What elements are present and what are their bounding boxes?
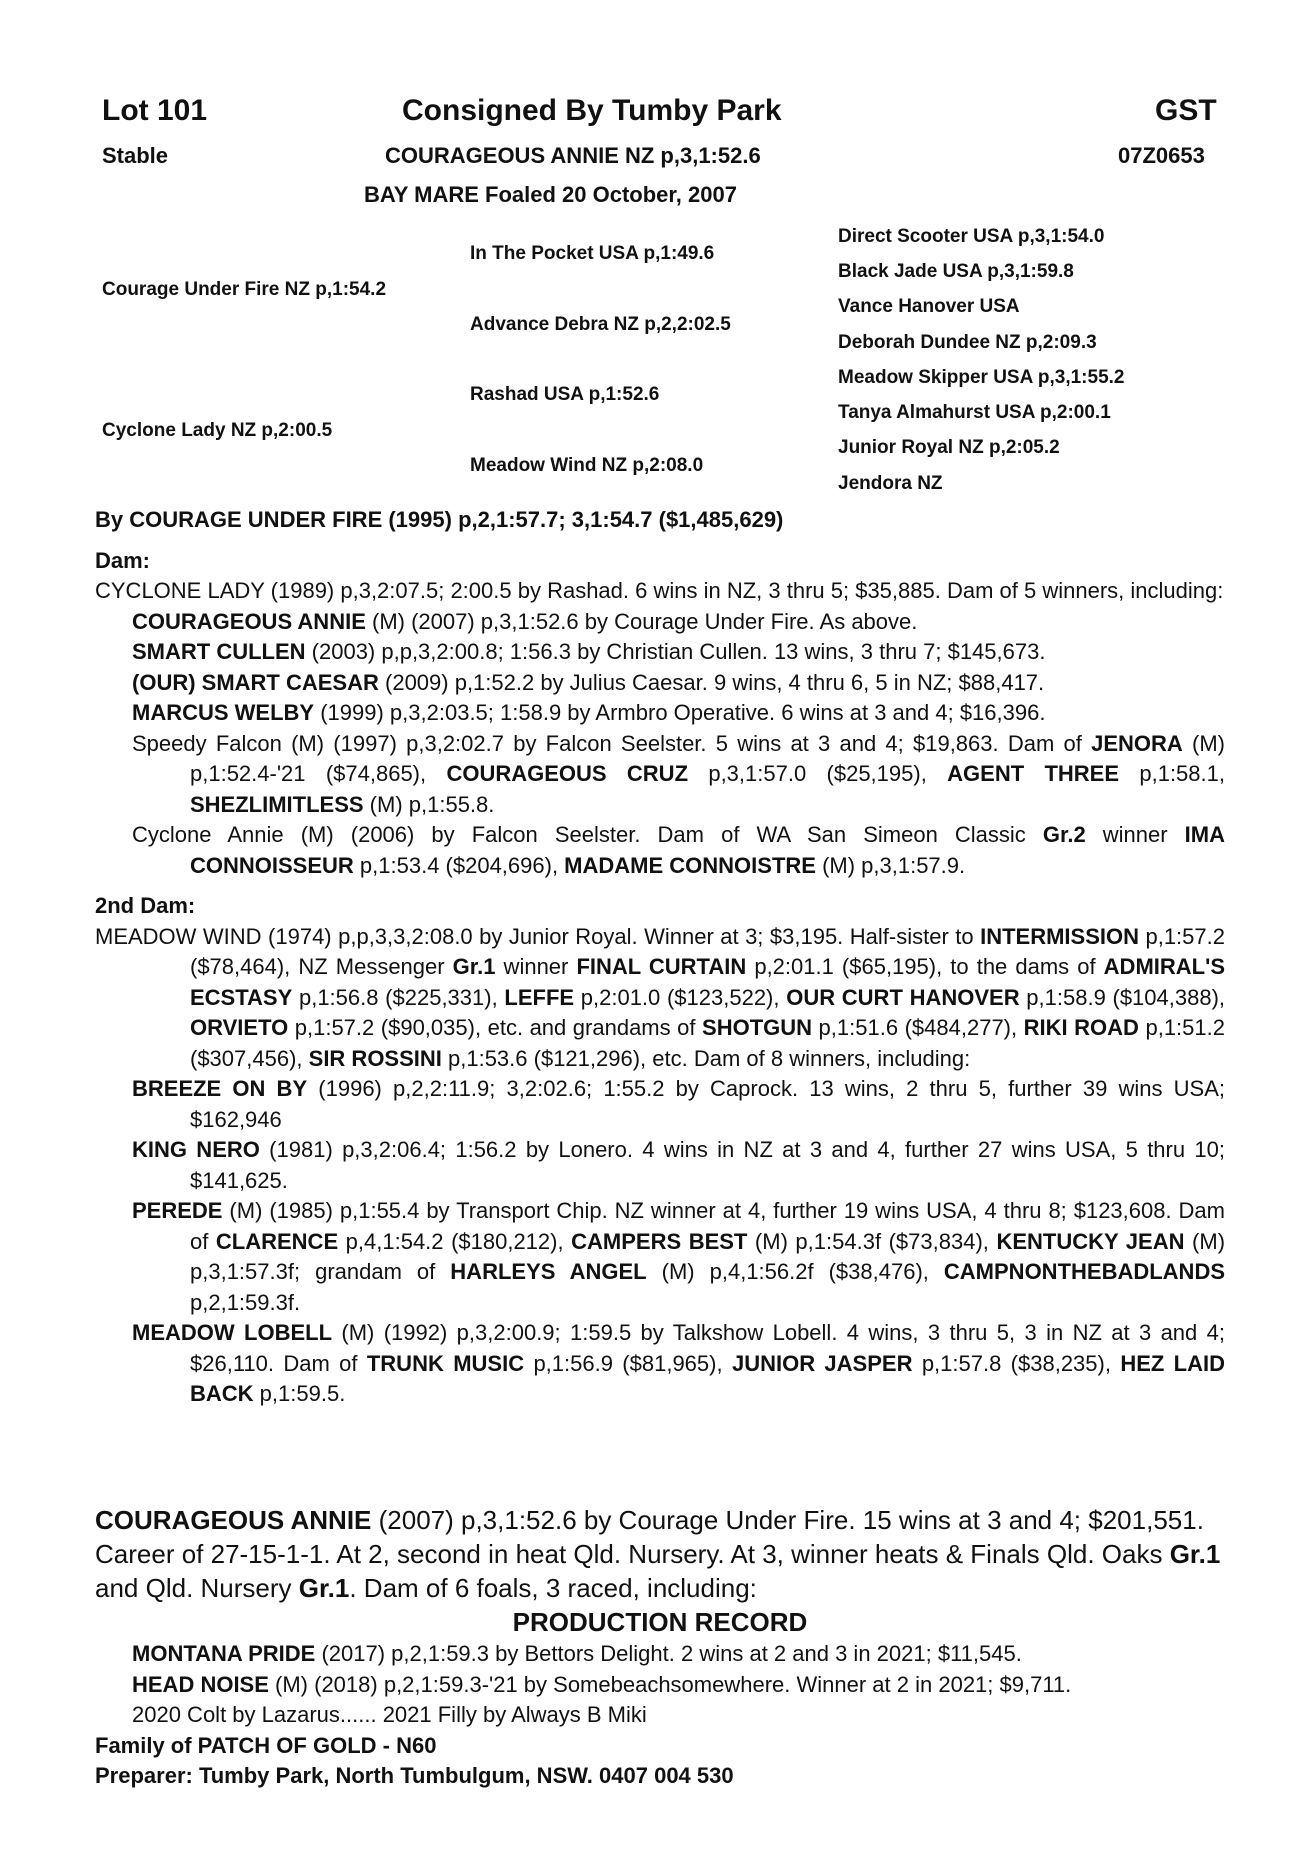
dam-progeny-entry xyxy=(95,698,1225,729)
progeny-details: (2009) p,1:52.2 by Julius Caesar. 9 wins, 4 thru 6, 5 in NZ; $88,417. xyxy=(378,669,1045,695)
horse-name: JUNIOR JASPER xyxy=(731,1350,913,1376)
dam-details: p,1:56.8 ($225,331), xyxy=(292,984,505,1010)
progeny-name: COURAGEOUS CRUZ xyxy=(446,761,689,786)
pedigree-g3: Tanya Almahurst USA p,2:00.1 xyxy=(838,402,1111,423)
progeny-details: Cyclone Annie (M) (2006) by Falcon Seelster. Dam of WA San Simeon Classic xyxy=(132,822,1043,847)
progeny-details: (M) p,1:54.3f ($73,834), xyxy=(747,1228,997,1254)
record-details: (2007) p,3,1:52.6 by Courage Under Fire. 15 wins at 3 and 4; $201,551. Career of 27-15-1-1. At 2, second in heat Qld. Nursery. At 3, winner heats & Finals Qld. Oaks xyxy=(95,1505,1204,1569)
dam-details: p,2:01.1 ($65,195), to the dams of xyxy=(746,954,1104,979)
pedigree-g3: Meadow Skipper USA p,3,1:55.2 xyxy=(838,367,1125,388)
dam-intro: CYCLONE LADY (1989) p,3,2:07.5; 2:00.5 by Rashad. 6 wins in NZ, 3 thru 5; $35,885. Dam of 5 winners, including: xyxy=(95,578,1224,603)
dam-details: MEADOW WIND (1974) p,p,3,3,2:08.0 by Junior Royal. Winner at 3; $3,195. Half-sister to xyxy=(95,923,981,949)
dam-details: p,1:58.9 ($104,388), xyxy=(1019,984,1226,1010)
progeny-details: (M) p,3,1:57.9. xyxy=(815,852,966,878)
progeny-details: (M) p,3,1:57.3f; grandam of xyxy=(190,1228,1226,1284)
progeny-name: BREEZE ON BY xyxy=(132,1076,308,1101)
progeny-details: (1981) p,3,2:06.4; 1:56.2 by Lonero. 4 wins in NZ at 3 and 4, further 27 wins USA, 5 thru 10; $141,625. xyxy=(190,1137,1225,1193)
progeny-details: Speedy Falcon (M) (1997) p,3,2:02.7 by Falcon Seelster. 5 wins at 3 and 4; $19,863. Dam of xyxy=(132,730,1092,756)
progeny-name: HEAD NOISE xyxy=(132,1671,269,1697)
second-dam-progeny-entry xyxy=(95,1135,1225,1196)
progeny-name: SHEZLIMITLESS xyxy=(190,791,364,817)
pedigree-g3: Vance Hanover USA xyxy=(838,296,1020,317)
pedigree-sire-sire: In The Pocket USA p,1:49.6 xyxy=(470,243,715,264)
stable-label: Stable xyxy=(102,143,169,168)
dam-details: winner xyxy=(495,954,577,979)
progeny-name: SMART CULLEN xyxy=(132,639,306,664)
dam-progeny-entry xyxy=(95,729,1225,821)
dam-progeny-entry xyxy=(95,820,1225,881)
horse-name: OUR CURT HANOVER xyxy=(786,984,1020,1010)
horse-name: LEFFE xyxy=(504,984,575,1010)
progeny-details: (M) (2007) p,3,1:52.6 by Courage Under Fire. As above. xyxy=(365,608,918,634)
progeny-details: winner xyxy=(1085,822,1185,847)
progeny-details: (M) (1985) p,1:55.4 by Transport Chip. NZ winner at 4, further 19 wins USA, 4 thru 8; $123,608. Dam of xyxy=(190,1198,1225,1254)
pedigree-dam-sire: Rashad USA p,1:52.6 xyxy=(470,384,660,405)
second-dam-intro xyxy=(95,922,1225,1075)
dam-details: p,1:51.6 ($484,277), xyxy=(812,1015,1024,1040)
pedigree-sire-dam: Advance Debra NZ p,2,2:02.5 xyxy=(470,314,731,335)
dam-heading: Dam: xyxy=(95,547,151,573)
progeny-details: (M) (2018) p,2,1:59.3-'21 by Somebeachsomewhere. Winner at 2 in 2021; $9,711. xyxy=(268,1671,1072,1697)
horse-name: INTERMISSION xyxy=(980,923,1139,949)
horse-name: CLARENCE xyxy=(215,1228,339,1254)
progeny-details: (M) p,1:52.4-'21 ($74,865), xyxy=(190,730,1226,786)
progeny-name: AGENT THREE xyxy=(947,761,1120,786)
second-dam-progeny-entry xyxy=(95,1196,1225,1318)
progeny-name: (OUR) SMART CAESAR xyxy=(132,669,379,695)
race-grade: Gr.1 xyxy=(452,954,496,979)
progeny-name: MARCUS WELBY xyxy=(132,700,315,725)
horse-code: 07Z0653 xyxy=(1118,143,1205,168)
horse-name: HEZ LAID BACK xyxy=(190,1350,1226,1406)
horse-name: KENTUCKY JEAN xyxy=(996,1228,1185,1254)
progeny-details: (2003) p,p,3,2:00.8; 1:56.3 by Christian Cullen. 13 wins, 3 thru 7; $145,673. xyxy=(305,639,1046,664)
second-dam-progeny-entry xyxy=(95,1318,1225,1410)
progeny-name: MEADOW LOBELL xyxy=(132,1320,333,1345)
progeny-details: p,1:58.1, xyxy=(1119,761,1225,786)
foaled-line: BAY MARE Foaled 20 October, 2007 xyxy=(364,182,737,207)
progeny-name: MADAME CONNOISTRE xyxy=(564,852,816,878)
horse-name: CAMPERS BEST xyxy=(571,1228,748,1254)
progeny-details: (M) p,4,1:56.2f ($38,476), xyxy=(646,1259,944,1284)
dam-details: p,1:57.2 ($90,035), etc. and grandams of xyxy=(288,1015,703,1040)
dam-details: p,1:51.2 ($307,456), xyxy=(190,1015,1225,1071)
race-record xyxy=(95,1503,1225,1605)
horse-name: SIR ROSSINI xyxy=(308,1045,442,1071)
progeny-details: p,3,1:57.0 ($25,195), xyxy=(688,761,948,786)
race-grade: Gr.1 xyxy=(1169,1539,1221,1569)
pedigree-dam-dam: Meadow Wind NZ p,2:08.0 xyxy=(470,455,704,476)
progeny-name: PEREDE xyxy=(132,1198,223,1223)
pedigree-g3: Jendora NZ xyxy=(838,473,943,494)
horse-name: TRUNK MUSIC xyxy=(366,1350,525,1376)
progeny-details: (1999) p,3,2:03.5; 1:58.9 by Armbro Operative. 6 wins at 3 and 4; $16,396. xyxy=(314,700,1046,725)
dam-progeny-entry xyxy=(95,668,1225,699)
production-record-heading: PRODUCTION RECORD xyxy=(512,1607,808,1637)
dam-details: p,1:57.2 ($78,464), NZ Messenger xyxy=(190,923,1225,979)
progeny-name: IMA CONNOISSEUR xyxy=(190,822,1225,878)
horse-name: FINAL CURTAIN xyxy=(576,954,747,979)
progeny-name: KING NERO xyxy=(132,1137,260,1162)
horse-name: ADMIRAL'S ECSTASY xyxy=(190,954,1226,1010)
dam-progeny-entry xyxy=(95,607,1225,638)
progeny-details: p,1:53.4 ($204,696), xyxy=(353,852,565,878)
dam-progeny-entry xyxy=(95,637,1225,668)
consignor: Consigned By Tumby Park xyxy=(402,94,782,127)
pedigree-g3: Junior Royal NZ p,2:05.2 xyxy=(838,437,1060,458)
dam-details: p,2:01.0 ($123,522), xyxy=(574,984,787,1010)
horse-name: HARLEYS ANGEL xyxy=(450,1259,647,1284)
production-entry xyxy=(95,1639,1225,1670)
progeny-details: (M) (1992) p,3,2:00.9; 1:59.5 by Talkshow Lobell. 4 wins, 3 thru 5, 3 in NZ at 3 and 4; $26,110. Dam of xyxy=(190,1320,1225,1376)
pedigree-sire: Courage Under Fire NZ p,1:54.2 xyxy=(102,279,387,300)
race-grade: Gr.2 xyxy=(1042,822,1086,847)
progeny-details: p,1:57.8 ($38,235), xyxy=(912,1350,1121,1376)
progeny-details: p,1:59.5. xyxy=(253,1381,346,1406)
race-grade: Gr.1 xyxy=(298,1573,350,1603)
production-entry: 2020 Colt by Lazarus...... 2021 Filly by Always B Miki xyxy=(132,1702,647,1727)
progeny-details: (2017) p,2,1:59.3 by Bettors Delight. 2 wins at 2 and 3 in 2021; $11,545. xyxy=(315,1641,1022,1666)
pedigree-body xyxy=(95,505,1225,1410)
pedigree-g3: Deborah Dundee NZ p,2:09.3 xyxy=(838,332,1097,353)
horse-name: SHOTGUN xyxy=(702,1015,813,1040)
horse-name: COURAGEOUS ANNIE xyxy=(95,1505,372,1535)
by-line: By COURAGE UNDER FIRE (1995) p,2,1:57.7; 3,1:54.7 ($1,485,629) xyxy=(95,507,784,532)
progeny-details: (1996) p,2,2:11.9; 3,2:02.6; 1:55.2 by Caprock. 13 wins, 2 thru 5, further 39 wins USA; $162,946 xyxy=(190,1076,1225,1132)
race-record-section xyxy=(95,1503,1225,1792)
progeny-details: p,1:56.9 ($81,965), xyxy=(524,1350,732,1376)
horse-name: CAMPNONTHEBADLANDS xyxy=(943,1259,1226,1284)
pedigree-dam: Cyclone Lady NZ p,2:00.5 xyxy=(102,420,333,441)
second-dam-progeny-entry xyxy=(95,1074,1225,1135)
preparer-line: Preparer: Tumby Park, North Tumbulgum, NSW. 0407 004 530 xyxy=(95,1763,734,1788)
horse-title: COURAGEOUS ANNIE NZ p,3,1:52.6 xyxy=(385,143,761,168)
horse-name: RIKI ROAD xyxy=(1023,1015,1139,1040)
progeny-details: p,4,1:54.2 ($180,212), xyxy=(338,1228,572,1254)
record-details: . Dam of 6 foals, 3 raced, including: xyxy=(349,1573,757,1603)
dam-details: p,1:53.6 ($121,296), etc. Dam of 8 winners, including: xyxy=(441,1045,971,1071)
pedigree-g3: Black Jade USA p,3,1:59.8 xyxy=(838,261,1074,282)
production-entry xyxy=(95,1670,1225,1701)
lot-number: Lot 101 xyxy=(102,94,208,127)
family-line: Family of PATCH OF GOLD - N60 xyxy=(95,1732,437,1758)
progeny-details: p,2,1:59.3f. xyxy=(190,1289,301,1315)
second-dam-heading: 2nd Dam: xyxy=(95,893,196,918)
pedigree-g3: Direct Scooter USA p,3,1:54.0 xyxy=(838,226,1105,247)
progeny-name: JENORA xyxy=(1091,730,1183,756)
progeny-name: COURAGEOUS ANNIE xyxy=(132,608,366,634)
gst-label: GST xyxy=(1155,94,1217,127)
horse-name: ORVIETO xyxy=(190,1015,289,1040)
progeny-name: MONTANA PRIDE xyxy=(132,1641,316,1666)
progeny-details: (M) p,1:55.8. xyxy=(363,791,495,817)
record-details: and Qld. Nursery xyxy=(95,1573,299,1603)
